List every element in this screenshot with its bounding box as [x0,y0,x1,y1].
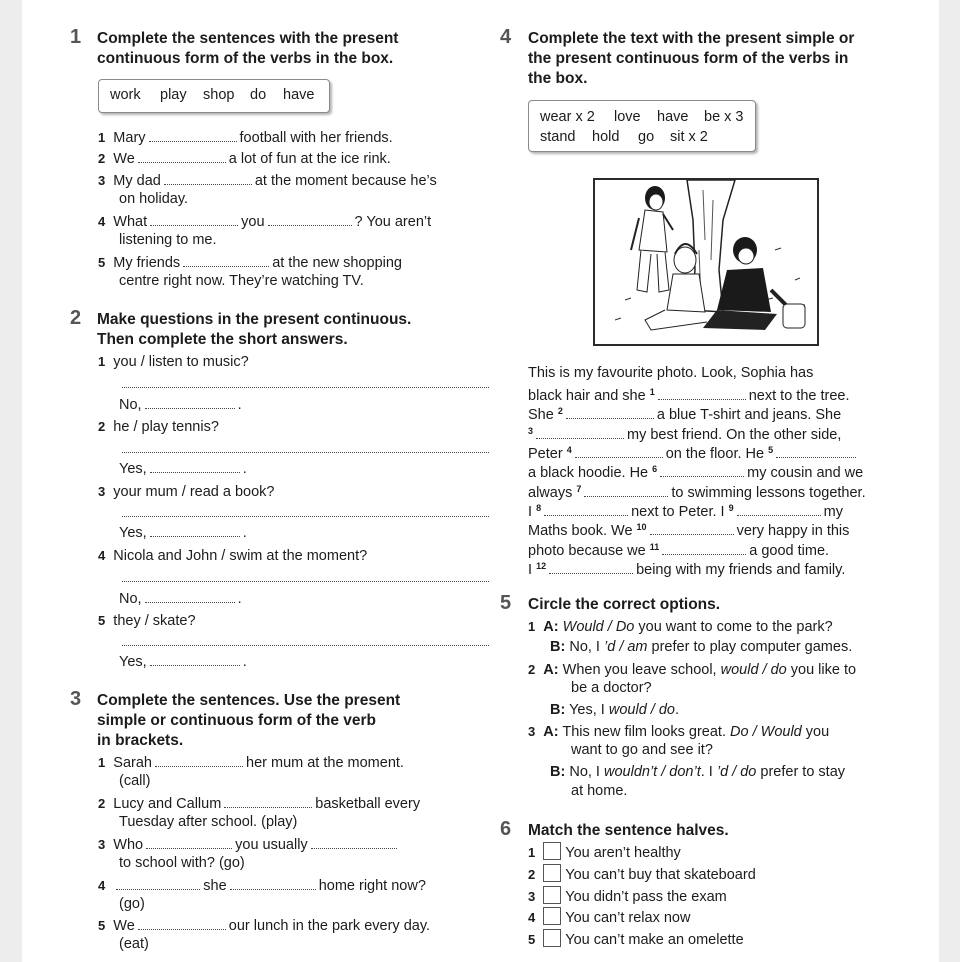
ex4-title-line2: the present continuous form of the verbs in [528,50,849,67]
ex5-dialogue-3-b: B: No, I wouldn’t / don’t. I ’d / do prefer to stay [550,764,846,780]
ex2-number: 2 [70,307,82,329]
ex4-text-line-9: Maths book. We $^{10}$ very happy in this [528,522,850,539]
answer-blank[interactable] [536,426,624,439]
word-box-item: love [614,109,641,125]
ex4-text-line-10: photo because we $^{11}$ a good time. [528,542,830,559]
ex5-dialogue-3-b-cont: at home. [571,783,628,799]
option-choice[interactable]: wouldn’t / don’t [604,764,701,780]
ex2-answer-line-5[interactable] [122,645,489,646]
ex5-dialogue-3-a-cont: want to go and see it? [571,742,713,758]
match-checkbox[interactable] [543,929,561,947]
answer-blank[interactable] [311,836,397,849]
answer-blank[interactable] [544,503,628,516]
ex3-sentence-3: 3 Who you usually [98,835,400,855]
ex2-question-1: 1 you / listen to music? [98,354,249,370]
ex4-text-line-4: $^3$ my best friend. On the other side, [528,426,842,443]
ex5-dialogue-2-a-cont: be a doctor? [571,680,652,696]
answer-blank[interactable] [224,795,312,808]
ex4-text-line-7: always $^7$ to swimming lessons together. [528,484,866,501]
ex1-word-box [98,79,330,113]
answer-blank[interactable] [146,836,232,849]
answer-blank[interactable] [138,150,226,163]
answer-blank[interactable] [155,754,243,767]
ex6-item: 3 You didn’t pass the exam [528,886,727,907]
ex3-title-line3: in brackets. [97,732,184,749]
option-choice[interactable]: would / do [608,702,675,718]
ex3-sentence-1: 1 Sarah her mum at the moment. [98,755,404,771]
answer-blank[interactable] [230,877,316,890]
answer-blank[interactable] [150,213,238,226]
answer-blank[interactable] [662,542,746,555]
answer-blank[interactable] [149,129,237,142]
word-box-item: play [160,87,187,103]
ex1-sentence-3: 3 My dad at the moment because he’s [98,173,437,189]
ex2-answer-line-3[interactable] [122,516,489,517]
ex4-title-line1: Complete the text with the present simple or [528,30,855,47]
option-choice[interactable]: ’d / do [716,764,757,780]
answer-blank[interactable] [650,522,734,535]
ex2-question-2: 2 he / play tennis? [98,419,219,435]
answer-blank[interactable] [150,524,240,537]
answer-blank[interactable] [150,653,240,666]
answer-blank[interactable] [737,503,821,516]
ex6-title: Match the sentence halves. [528,822,729,839]
ex1-sentence-5-cont: centre right now. They’re watching TV. [119,273,364,289]
ex1-sentence-3-cont: on holiday. [119,191,189,207]
ex6-item: 1 You aren’t healthy [528,842,681,863]
ex1-sentence-4-cont: listening to me. [119,232,217,248]
answer-blank[interactable] [584,484,668,497]
answer-blank[interactable] [116,877,200,890]
word-box-item: shop [203,87,235,103]
ex5-dialogue-1-b: B: No, I ’d / am prefer to play computer games. [550,639,853,655]
ex2-short-answer-3: Yes, . [119,525,247,541]
ex2-short-answer-1: No, . [119,397,242,413]
ex2-answer-line-2[interactable] [122,452,489,453]
ex1-sentence-2: 2 We a lot of fun at the ice rink. [98,151,391,167]
ex6-number: 6 [500,818,512,840]
friends-illustration [595,180,817,344]
word-box-item: be x 3 [704,109,744,125]
answer-blank[interactable] [145,590,235,603]
option-choice[interactable]: Do / Would [730,724,802,740]
answer-blank[interactable] [150,460,240,473]
ex2-answer-line-1[interactable] [122,387,489,388]
ex1-sentence-4: 4 What you ? You aren’t [98,214,432,230]
option-choice[interactable]: Would / Do [562,619,635,635]
answer-blank[interactable] [660,464,744,477]
match-checkbox[interactable] [543,864,561,882]
ex5-dialogue-1-a: 1 A: Would / Do you want to come to the park? [528,619,833,635]
ex2-question-3: 3 your mum / read a book? [98,484,275,500]
ex2-question-5: 5 they / skate? [98,613,196,629]
ex6-item: 5 You can’t make an omelette [528,929,744,950]
answer-blank[interactable] [566,406,654,419]
ex2-question-4: 4 Nicola and John / swim at the moment? [98,548,368,564]
ex1-title-line2: continuous form of the verbs in the box. [97,50,394,67]
ex3-title-line1: Complete the sentences. Use the present [97,692,401,709]
ex6-item: 2 You can’t buy that skateboard [528,864,756,885]
answer-blank[interactable] [164,172,252,185]
ex3-sentence-1-verb: (call) [119,773,151,789]
ex3-title-line2: simple or continuous form of the verb [97,712,377,729]
answer-blank[interactable] [549,561,633,574]
ex1-sentence-5: 5 My friends at the new shopping [98,255,402,271]
ex5-dialogue-3-a: 3 A: This new film looks great. Do / Would you [528,724,830,740]
answer-blank[interactable] [268,213,352,226]
ex3-sentence-3-cont: to school with? (go) [119,855,245,871]
ex4-text-line-2: black hair and she $^1$ next to the tree. [528,387,850,404]
ex4-text-line-8: I $^8$ next to Peter. I $^9$ my [528,503,843,520]
ex4-text-line-5: Peter $^4$ on the floor. He $^5$ [528,441,859,464]
friends-photo [593,178,819,346]
ex5-dialogue-2-a: 2 A: When you leave school, would / do you like to [528,662,857,678]
ex5-title: Circle the correct options. [528,596,721,613]
ex2-short-answer-2: Yes, . [119,461,247,477]
ex1-sentence-1: 1 Mary football with her friends. [98,130,393,146]
answer-blank[interactable] [138,917,226,930]
word-box-item: sit x 2 [670,129,708,145]
answer-blank[interactable] [776,445,856,458]
word-box-item: hold [592,129,620,145]
ex3-sentence-4-verb: (go) [119,896,145,912]
ex4-text-line-3: She $^2$ a blue T-shirt and jeans. She [528,406,842,423]
ex2-short-answer-4: No, . [119,591,242,607]
ex4-text-line-11: I $^{12}$ being with my friends and family. [528,561,846,578]
ex4-number: 4 [500,26,512,48]
ex2-answer-line-4[interactable] [122,581,489,582]
answer-blank[interactable] [183,254,269,267]
ex3-sentence-2-cont: Tuesday after school. (play) [119,814,298,830]
worksheet-page [22,0,939,962]
ex5-number: 5 [500,592,512,614]
ex3-sentence-4: 4 she home right now? [98,878,426,894]
ex2-title-line2: Then complete the short answers. [97,331,348,348]
ex1-number: 1 [70,26,82,48]
ex4-word-box [528,100,756,152]
ex2-title-line1: Make questions in the present continuous. [97,311,412,328]
ex5-dialogue-2-b: B: Yes, I would / do. [550,702,680,718]
ex4-text-line-6: a black hoodie. He $^6$ my cousin and we [528,464,864,481]
word-box-item: work [110,87,141,103]
option-choice[interactable]: would / do [720,662,787,678]
ex2-short-answer-5: Yes, . [119,654,247,670]
word-box-item: have [657,109,689,125]
match-checkbox[interactable] [543,842,561,860]
ex3-sentence-5: 5 We our lunch in the park every day. [98,918,431,934]
word-box-item: wear x 2 [540,109,595,125]
ex3-sentence-2: 2 Lucy and Callum basketball every [98,796,421,812]
option-choice[interactable]: ’d / am [604,639,648,655]
ex1-title-line1: Complete the sentences with the present [97,30,399,47]
ex4-text-line-1: This is my favourite photo. Look, Sophia has [528,365,814,381]
ex3-number: 3 [70,688,82,710]
word-box-item: stand [540,129,576,145]
word-box-item: go [638,129,655,145]
answer-blank[interactable] [575,445,663,458]
ex3-sentence-5-verb: (eat) [119,936,149,952]
word-box-item: have [283,87,315,103]
answer-blank[interactable] [145,396,235,409]
answer-blank[interactable] [658,387,746,400]
word-box-item: do [250,87,267,103]
ex4-title-line3: the box. [528,70,588,87]
match-checkbox[interactable] [543,886,561,904]
match-checkbox[interactable] [543,907,561,925]
ex6-item: 4 You can’t relax now [528,907,690,928]
